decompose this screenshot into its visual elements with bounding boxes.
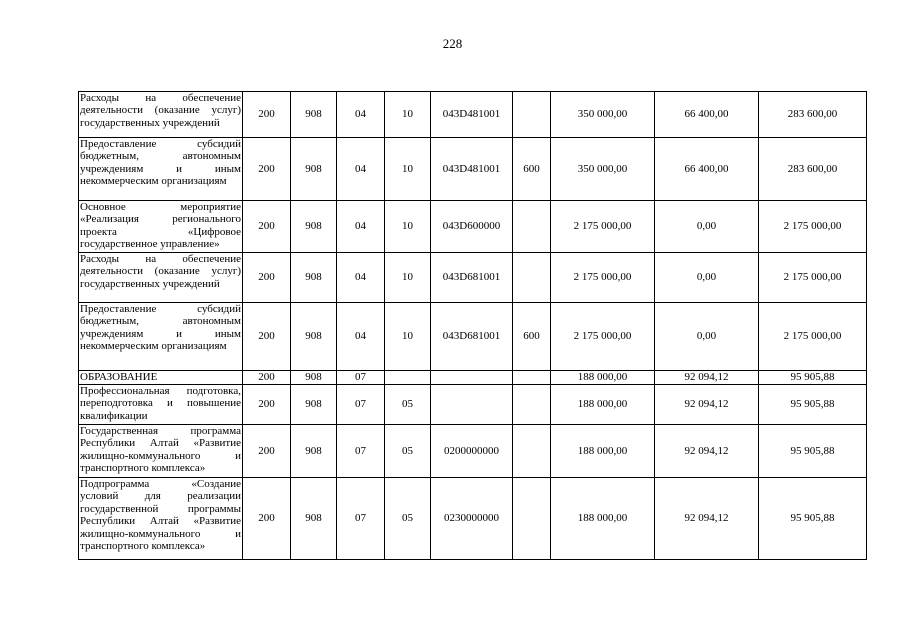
row-name: Основное мероприятие «Реализация регионального проекта «Цифровое государственное управление» xyxy=(79,201,243,253)
row-expense-type xyxy=(513,478,551,560)
row-subsection: 10 xyxy=(385,138,431,201)
row-target-article: 043D481001 xyxy=(431,92,513,138)
table-row xyxy=(79,303,867,371)
table-row xyxy=(79,425,867,478)
row-expense-type xyxy=(513,385,551,425)
row-target-article: 043D481001 xyxy=(431,138,513,201)
row-code-2: 908 xyxy=(291,201,337,253)
row-amount-executed: 92 094,12 xyxy=(655,478,759,560)
row-amount-executed: 0,00 xyxy=(655,303,759,371)
row-subsection: 10 xyxy=(385,253,431,303)
row-amount-executed: 66 400,00 xyxy=(655,92,759,138)
row-code-1: 200 xyxy=(243,371,291,385)
budget-table xyxy=(78,91,867,560)
row-amount-approved: 2 175 000,00 xyxy=(551,201,655,253)
row-code-2: 908 xyxy=(291,478,337,560)
row-name: Подпрограмма «Создание условий для реализации государственной программы Республики Алтай «Развитие жилищно-коммунального и транспортного комплекса» xyxy=(79,478,243,560)
table-row xyxy=(79,371,867,385)
row-expense-type xyxy=(513,371,551,385)
row-name: Профессиональная подготовка, переподготовка и повышение квалификации xyxy=(79,385,243,425)
row-target-article: 0230000000 xyxy=(431,478,513,560)
row-amount-approved: 188 000,00 xyxy=(551,425,655,478)
row-expense-type xyxy=(513,92,551,138)
row-code-2: 908 xyxy=(291,371,337,385)
row-code-2: 908 xyxy=(291,92,337,138)
row-code-1: 200 xyxy=(243,253,291,303)
table-row xyxy=(79,385,867,425)
row-subsection: 05 xyxy=(385,478,431,560)
row-amount-approved: 188 000,00 xyxy=(551,385,655,425)
row-subsection: 05 xyxy=(385,385,431,425)
table-row xyxy=(79,138,867,201)
row-subsection: 10 xyxy=(385,303,431,371)
row-code-1: 200 xyxy=(243,425,291,478)
row-code-2: 908 xyxy=(291,303,337,371)
row-section: 07 xyxy=(337,425,385,478)
row-section: 04 xyxy=(337,92,385,138)
row-amount-executed: 66 400,00 xyxy=(655,138,759,201)
row-name: Расходы на обеспечение деятельности (оказание услуг) государственных учреждений xyxy=(79,253,243,303)
table-row xyxy=(79,478,867,560)
row-amount-executed: 92 094,12 xyxy=(655,385,759,425)
row-name: Расходы на обеспечение деятельности (оказание услуг) государственных учреждений xyxy=(79,92,243,138)
row-amount-remaining: 95 905,88 xyxy=(759,385,867,425)
row-code-1: 200 xyxy=(243,303,291,371)
table-row xyxy=(79,201,867,253)
row-subsection: 10 xyxy=(385,92,431,138)
row-expense-type: 600 xyxy=(513,303,551,371)
row-target-article: 043D600000 xyxy=(431,201,513,253)
row-amount-approved: 188 000,00 xyxy=(551,371,655,385)
row-amount-remaining: 95 905,88 xyxy=(759,371,867,385)
row-code-2: 908 xyxy=(291,425,337,478)
row-target-article: 0200000000 xyxy=(431,425,513,478)
row-amount-approved: 2 175 000,00 xyxy=(551,303,655,371)
table-row xyxy=(79,253,867,303)
row-code-2: 908 xyxy=(291,253,337,303)
row-code-2: 908 xyxy=(291,138,337,201)
row-expense-type xyxy=(513,201,551,253)
row-code-1: 200 xyxy=(243,92,291,138)
row-section: 07 xyxy=(337,371,385,385)
row-expense-type xyxy=(513,253,551,303)
row-amount-executed: 0,00 xyxy=(655,201,759,253)
row-amount-approved: 350 000,00 xyxy=(551,92,655,138)
row-name: ОБРАЗОВАНИЕ xyxy=(79,371,243,385)
row-subsection: 05 xyxy=(385,425,431,478)
row-target-article xyxy=(431,371,513,385)
row-section: 04 xyxy=(337,201,385,253)
row-amount-approved: 350 000,00 xyxy=(551,138,655,201)
row-amount-executed: 0,00 xyxy=(655,253,759,303)
row-subsection xyxy=(385,371,431,385)
row-amount-approved: 2 175 000,00 xyxy=(551,253,655,303)
row-code-2: 908 xyxy=(291,385,337,425)
row-section: 07 xyxy=(337,385,385,425)
row-code-1: 200 xyxy=(243,138,291,201)
row-amount-executed: 92 094,12 xyxy=(655,425,759,478)
row-target-article xyxy=(431,385,513,425)
row-section: 07 xyxy=(337,478,385,560)
row-code-1: 200 xyxy=(243,478,291,560)
row-amount-remaining: 2 175 000,00 xyxy=(759,201,867,253)
row-code-1: 200 xyxy=(243,385,291,425)
row-name: Государственная программа Республики Алтай «Развитие жилищно-коммунального и транспортного комплекса» xyxy=(79,425,243,478)
row-section: 04 xyxy=(337,303,385,371)
row-name: Предоставление субсидий бюджетным, автономным учреждениям и иным некоммерческим организациям xyxy=(79,138,243,201)
row-code-1: 200 xyxy=(243,201,291,253)
row-target-article: 043D681001 xyxy=(431,303,513,371)
row-section: 04 xyxy=(337,138,385,201)
row-amount-remaining: 95 905,88 xyxy=(759,425,867,478)
page-number: 228 xyxy=(442,36,463,51)
row-amount-remaining: 283 600,00 xyxy=(759,92,867,138)
row-expense-type xyxy=(513,425,551,478)
table-row xyxy=(79,92,867,138)
row-amount-remaining: 95 905,88 xyxy=(759,478,867,560)
row-amount-approved: 188 000,00 xyxy=(551,478,655,560)
row-amount-remaining: 283 600,00 xyxy=(759,138,867,201)
row-expense-type: 600 xyxy=(513,138,551,201)
row-target-article: 043D681001 xyxy=(431,253,513,303)
row-section: 04 xyxy=(337,253,385,303)
row-subsection: 10 xyxy=(385,201,431,253)
row-amount-remaining: 2 175 000,00 xyxy=(759,303,867,371)
row-amount-executed: 92 094,12 xyxy=(655,371,759,385)
row-name: Предоставление субсидий бюджетным, автономным учреждениям и иным некоммерческим организациям xyxy=(79,303,243,371)
row-amount-remaining: 2 175 000,00 xyxy=(759,253,867,303)
